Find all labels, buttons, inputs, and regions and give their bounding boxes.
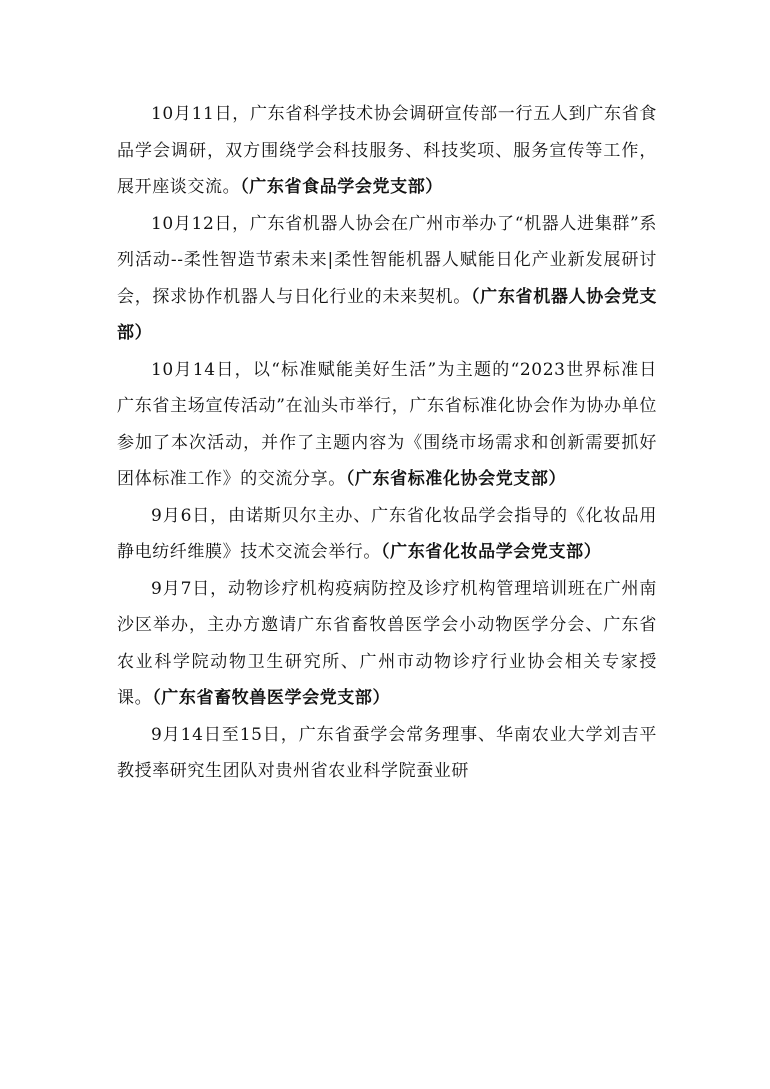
paragraph-source: （广东省化妆品学会党支部） [381, 542, 602, 562]
news-paragraph [117, 571, 657, 717]
news-paragraph [117, 717, 657, 790]
paragraph-body: 10月11日，广东省科学技术协会调研宣传部一行五人到广东省食品学会调研，双方围绕学会科技服务、科技奖项、服务宣传等工作，展开座谈交流。 [117, 104, 657, 197]
news-paragraph [117, 206, 657, 352]
paragraph-source: （广东省机器人协会党支部） [117, 286, 658, 343]
paragraph-body: 10月12日，广东省机器人协会在广州市举办了“机器人进集群”系列活动--柔性智造节索未来|柔性智能机器人赋能日化产业新发展研讨会，探求协作机器人与日化行业的未来契机。 [117, 213, 657, 307]
news-paragraph [117, 96, 657, 206]
news-list [117, 96, 657, 790]
news-paragraph [117, 352, 657, 498]
paragraph-body: 9月6日，由诺斯贝尔主办、广东省化妆品学会指导的《化妆品用静电纺纤维膜》技术交流会举行。 [117, 505, 657, 562]
news-paragraph [117, 498, 657, 571]
paragraph-source: （广东省食品学会党支部） [240, 177, 443, 197]
paragraph-source: （广东省畜牧兽医学会党支部） [152, 688, 391, 708]
paragraph-body: 9月14日至15日，广东省蚕学会常务理事、华南农业大学刘吉平教授率研究生团队对贵州省农业科学院蚕业研 [117, 724, 657, 781]
paragraph-body: 9月7日，动物诊疗机构疫病防控及诊疗机构管理培训班在广州南沙区举办，主办方邀请广东省畜牧兽医学会小动物医学分会、广东省农业科学院动物卫生研究所、广州市动物诊疗行业协会相关专家授课。 [117, 578, 657, 708]
paragraph-body: 10月14日，以“标准赋能美好生活”为主题的“2023世界标准日广东省主场宣传活动”在汕头市举行，广东省标准化协会作为协办单位参加了本次活动，并作了主题内容为《围绕市场需求和创新需要抓好团体标准工作》的交流分享。 [117, 359, 657, 489]
paragraph-source: （广东省标准化协会党支部） [345, 469, 567, 489]
